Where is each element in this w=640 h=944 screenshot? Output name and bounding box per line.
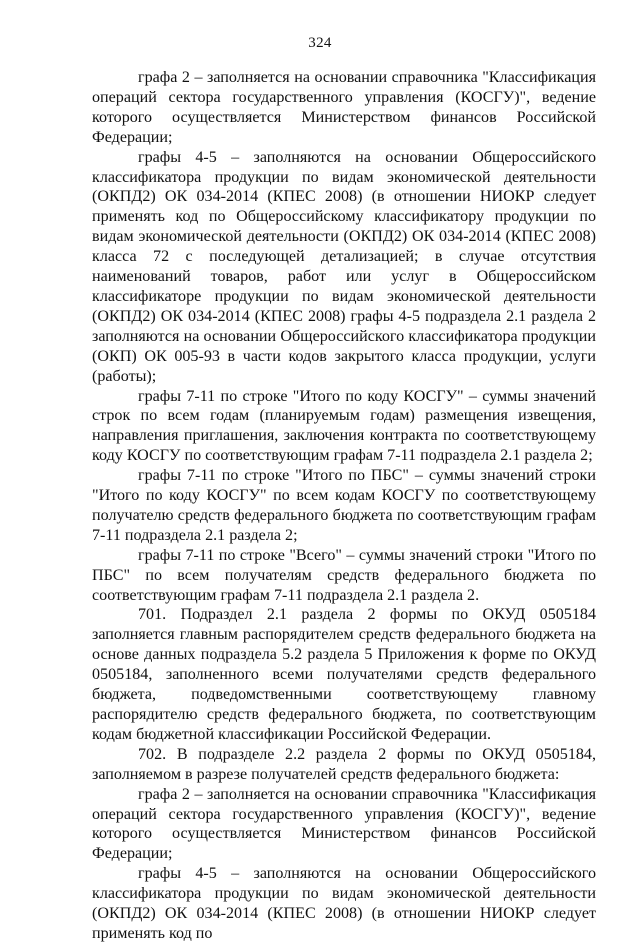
paragraph-grafy-4-5-okpd2: графы 4-5 – заполняются на основании Общероссийского классификатора продукции по видам экономической деятельности (ОКПД2) ОК 034-2014 (КПЕС 2008) (в отношении НИОКР следует применять код по Общероссийскому классификатору продукции по видам экономической деятельности (ОКПД2) ОК 034-2014 (КПЕС 2008) класса 72 с последующей детализацией; в случае отсутствия наименований товаров, работ или услуг в Общероссийском классификаторе продукции по видам экономической деятельности (ОКПД2) ОК 034-2014 (КПЕС 2008) графы 4-5 подраздела 2.1 раздела 2 заполняются на основании Общероссийского классификатора продукции (ОКП) ОК 005-93 в части кодов закрытого класса продукции, услуги (работы); [92,148,596,385]
paragraph-grafy-7-11-itogo-kosgu: графы 7-11 по строке "Итого по коду КОСГУ" – суммы значений строк по всем годам (планируемым годам) размещения извещения, направления приглашения, заключения контракта по соответствующему коду КОСГУ по соответствующим графам 7-11 подраздела 2.1 раздела 2; [92,387,596,465]
paragraph-grafy-4-5-okpd2-repeat: графы 4-5 – заполняются на основании Общероссийского классификатора продукции по видам экономической деятельности (ОКПД2) ОК 034-2014 (КПЕС 2008) (в отношении НИОКР следует применять код по [92,865,596,942]
paragraph-item-701: 701. Подраздел 2.1 раздела 2 формы по ОКУД 0505184 заполняется главным распорядителем средств федерального бюджета на основе данных подраздела 5.2 раздела 5 Приложения к форме по ОКУД 0505184, заполненного всеми получателями средств федерального бюджета, подведомственными соответствующему главному распорядителю средств федерального бюджета, по соответствующим кодам бюджетной классификации Российской Федерации. [92,606,596,743]
page-number: 324 [308,35,332,51]
paragraph-grafa-2-kosgu-repeat: графа 2 – заполняется на основании справочника "Классификация операций сектора государственного управления (КОСГУ)", ведение которого осуществляется Министерством финансов Российской Федерации; [92,785,596,863]
paragraph-grafy-7-11-itogo-pbs: графы 7-11 по строке "Итого по ПБС" – суммы значений строки "Итого по коду КОСГУ" по всем кодам КОСГУ по соответствующему получателю средств федерального бюджета по соответствующим графам 7-11 подраздела 2.1 раздела 2; [92,467,596,544]
paragraph-grafy-7-11-vsego: графы 7-11 по строке "Всего" – суммы значений строки "Итого по ПБС" по всем получателям средств федерального бюджета по соответствующим графам 7-11 подраздела 2.1 раздела 2. [92,546,596,604]
paragraph-grafa-2-kosgu: графа 2 – заполняется на основании справочника "Классификация операций сектора государственного управления (КОСГУ)", ведение которого осуществляется Министерством финансов Российской Федерации; [92,69,596,146]
document-body [92,68,596,944]
paragraph-item-702: 702. В подразделе 2.2 раздела 2 формы по ОКУД 0505184, заполняемом в разрезе получателей средств федерального бюджета: [92,745,596,783]
